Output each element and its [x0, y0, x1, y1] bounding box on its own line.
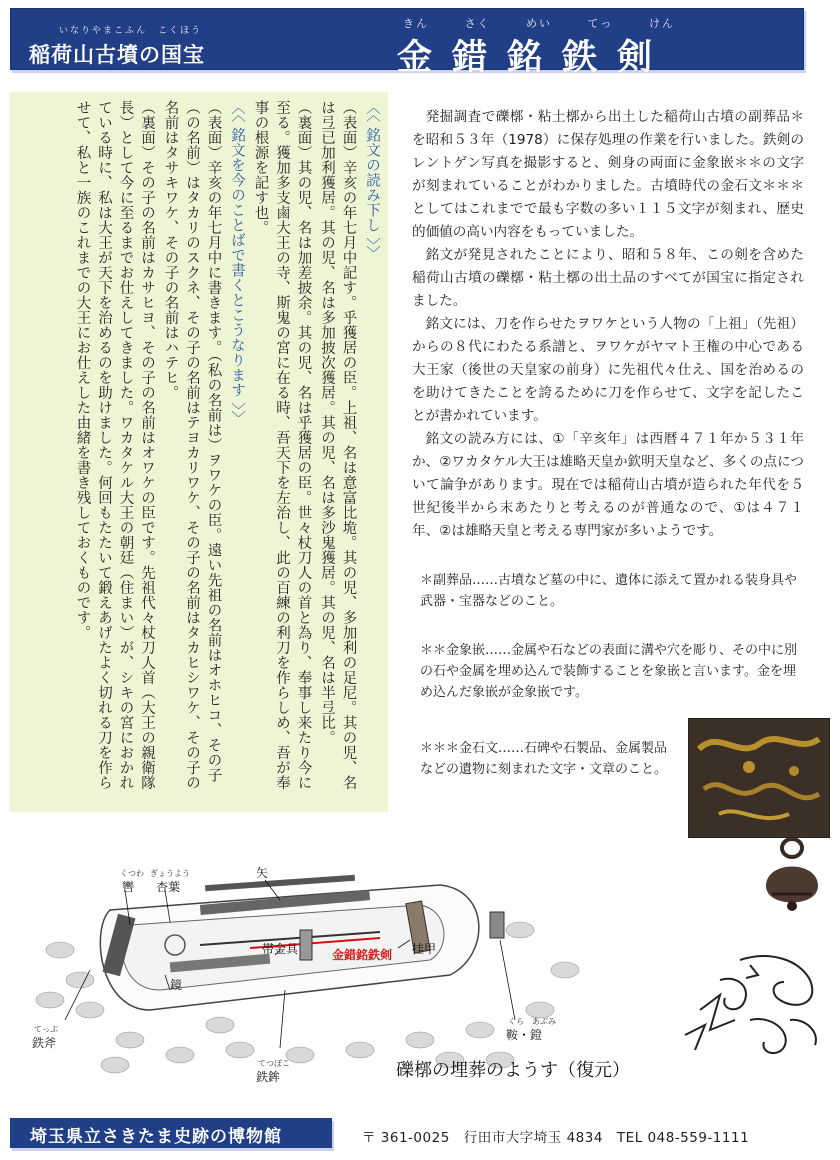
label-kutsuwa: 轡 — [122, 880, 135, 894]
label-ya: 矢 — [256, 866, 269, 880]
body-paragraph: 発掘調査で礫槨・粘土槨から出土した稲荷山古墳の副葬品＊を昭和５３年（1978）に保存処理の作業を行いました。鉄剣のレントゲン写真を撮影すると、剣身の両面に金象嵌＊＊の文字が刻まれていることがわかりました。古墳時代の金石文＊＊＊としてはこれまでで最も字数の多い１１５文字が刻まれ、歴史的価値の高い内容をもっていました。 — [412, 109, 804, 240]
modern-heading: 〈〈 銘文を今のことばで書くとこうなります 〉〉 — [229, 100, 245, 426]
footnote-kinsekibun: ＊＊＊金石文……石碑や石製品、金属製品などの遺物に刻まれた文字・文章のこと。 — [420, 741, 668, 777]
label-kyoyo: 杏葉 — [156, 880, 181, 894]
body-paragraph: 銘文の読み方には、①「辛亥年」は西暦４７１年か５３１年か、②ワカタケル大王は雄略天皇か欽明天皇など、多くの点について論争があります。現在では稲荷山古墳が造られた年代を５世紀後半から末あたりと考えるのが普通なので、①は４７１年、②は雄略天皇と考える専門家が多いようです。 — [412, 431, 804, 539]
footnote-fukusohin: ＊副葬品……古墳など墓の中に、遺体に添えて置かれる装身具や武器・宝器などのこと。 — [420, 573, 798, 609]
inscription-text — [16, 100, 382, 802]
footnote-kinzogan: ＊＊金象嵌……金属や石などの表面に溝や穴を彫り、その中に別の石や金属を埋め込んで装飾することを象嵌と言います。金を埋め込んだ象嵌が金象嵌です。 — [420, 643, 798, 700]
label-sword: 金錯銘鉄剣 — [332, 948, 393, 962]
label-kagami: 鏡 — [170, 978, 183, 992]
label-keiko: 挂甲 — [412, 942, 437, 956]
inlay-photo — [688, 718, 830, 838]
label-obikanegu: 帯金具 — [262, 942, 299, 956]
modern-omote: （表面）辛亥の年七月中に書きます。（私の名前は）ヲワケの臣。遠い先祖の名前はオホヒコ、その子（の名前）はタカリのスクネ、その子の名前はテヨカリワケ、その子の名前はタカヒシワケ、その子の名前はタサキワケ、その子の名前はハテヒ。 — [162, 100, 222, 790]
kyoyo-ruby: ぎょうよう — [150, 869, 190, 878]
body-paragraph: 銘文には、刀を作らせたヲワケという人物の「上祖」（先祖）からの８代にわたる系譜と、ヲワケがヤマト王権の中心である大王家（後世の天皇家の前身）に先祖代々仕え、国を治めるのを助けてきたことを誇るために刀を作らせて、文字を記したことが書かれています。 — [412, 316, 804, 424]
museum-name: 埼玉県立さきたま史跡の博物館 — [30, 1127, 282, 1147]
body-text — [412, 106, 804, 543]
title-ruby: きん さく めい てっ けん — [403, 17, 675, 30]
museum-banner — [10, 1118, 332, 1148]
tetsuono-ruby: てっぷ — [34, 1025, 58, 1034]
tetsuhoko-ruby: てつぼこ — [258, 1059, 290, 1068]
reading-ura: （裏面）其の児、名は加差披余。其の児、名は乎獲居の臣。世々杖刀人の首と為り、奉事し来たり今に至る。獲加多支鹵大王の寺、斯鬼の宮に在る時、吾天下を左治し、此の百練の利刀を作らしめ、吾が奉事の根源を記す也。 — [252, 100, 312, 790]
ornament-drawing-icon — [680, 950, 830, 1060]
reading-heading: 〈〈 銘文の読み下し 〉〉 — [364, 100, 380, 261]
diagram-caption: 礫槨の埋葬のようす（復元） — [396, 1060, 630, 1081]
title-banner — [10, 8, 804, 78]
kura-ruby: くら あぶみ — [508, 1017, 556, 1026]
modern-ura: （裏面）その子の名前はカサヒヨ、その子の名前はオワケの臣です。先祖代々杖刀人首（大王の親衛隊長）として今に至るまでお仕えしてきました。ワカタケル大王の朝廷（住まい）が、シキの宮におかれている時に、私は大王が天下を治めるのを助けました。何回もたたいて鍛えあげたよく切れる刀を作らせて、私と一族のこれまでの大王にお仕えした由緒を書き残しておくものです。 — [74, 100, 155, 790]
burial-diagram — [20, 850, 600, 1080]
label-tetsuono: 鉄斧 — [32, 1036, 57, 1050]
bell-icon — [752, 836, 832, 920]
body-paragraph: 銘文が発見されたことにより、昭和５８年、この剣を含めた稲荷山古墳の礫槨・粘土槨の出土品のすべてが国宝に指定されました。 — [412, 247, 804, 309]
reading-omote: （表面）辛亥の年七月中記す。乎獲居の臣。上祖、名は意富比垝。其の児、多加利の足尼。其の児、名は弖已加利獲居。其の児、名は多加披次獲居。其の児、名は多沙鬼獲居。其の児、名は半弖比。 — [319, 100, 357, 790]
label-kura: 鞍・鐙 — [506, 1028, 543, 1042]
label-tetsuhoko: 鉄鉾 — [256, 1070, 281, 1084]
page-title: 金錯銘鉄剣 — [397, 38, 673, 78]
subtitle-ruby: いなりやまこふん こくほう — [59, 26, 203, 36]
kutsuwa-ruby: くつわ — [120, 869, 144, 878]
museum-address: 〒 361-0025 行田市大字埼玉 4834 TEL 048-559-1111 — [362, 1130, 750, 1146]
subtitle: 稲荷山古墳の国宝 — [29, 43, 205, 67]
